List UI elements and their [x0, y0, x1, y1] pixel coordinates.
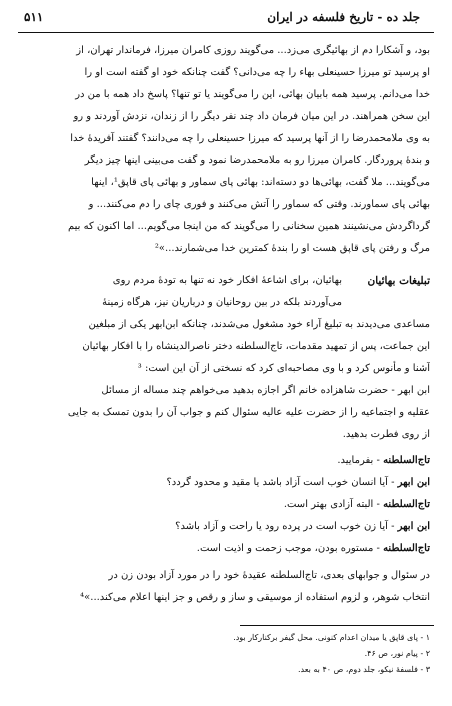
dialogue: [20, 450, 430, 560]
speaker: ابن ابهر: [397, 477, 430, 488]
page-header: [18, 8, 434, 30]
text-line: بهائی پای سماورند. وقتی که سماور را آتش می‌کنند و فوری چای را دم می‌کنند... و: [88, 199, 430, 210]
utterance: - بفرمایید.: [337, 455, 384, 466]
text-line: می‌گویند... ملا گفت، بهائی‌ها دو دسته‌اند: بهائی پای سماور و بهائی پای قاپق¹، اینها: [91, 177, 430, 188]
dialogue-line: [20, 472, 430, 494]
text-line: می‌آوردند بلکه در بین روحانیان و درباریان نیز، هرگاه زمینهٔ: [102, 297, 342, 308]
closing-paragraph: [20, 565, 430, 609]
paragraph-1: [20, 40, 430, 260]
text-line: خدا می‌دانم. پرسید همه بابیان بهائی، این را می‌گویند یا تو تنها؟ پاسخ داد همه با من در: [75, 89, 430, 100]
side-heading: تبلیغات بهائیان: [367, 275, 430, 287]
text-line: و بندهٔ پروردگار. کامران میرزا رو به ملامحمدرضا نمود و گفت می‌بینی اینها چیز دیگر: [84, 155, 430, 166]
speaker: تاج‌السلطنه: [383, 499, 430, 510]
text-line: بهائیان، برای اشاعهٔ افکار خود نه تنها به تودهٔ مردم روی: [112, 275, 342, 286]
text-line: گرداگردش می‌نشینند همین سخنانی را می‌گویند که من اینجا می‌گویم... اما اکنون که بیم: [67, 221, 430, 232]
page-number: ۵۱۱: [24, 10, 44, 24]
header-rule: [18, 32, 434, 33]
footnote-rule: [240, 625, 434, 626]
text-line: آشنا و مأنوس کرد و با وی مصاحبه‌ای کرد که نسختی از آن این است: ³: [137, 363, 430, 374]
text-line: به وی ملامحمدرضا را از آنها پرسید که میرزا حسینعلی را چه می‌دانند؟ گفتند آفریدهٔ خدا: [70, 133, 430, 144]
speaker: تاج‌السلطنه: [383, 543, 430, 554]
utterance: - مستوره بودن، موجب زحمت و اذیت است.: [196, 543, 384, 554]
utterance: - آیا زن خوب است در پرده رود یا راحت و آزاد باشد؟: [175, 521, 398, 532]
text-line: او پرسید تو میرزا حسینعلی بهاء را چه می‌دانی؟ گفت چنانکه خود او گفته است او را: [84, 67, 430, 78]
dialogue-line: [20, 516, 430, 538]
footnote: ۳ - فلسفهٔ نیکو، جلد دوم، ص ۴۰ به بعد.: [298, 665, 430, 674]
text-line: از روی فطرت بدهید.: [342, 429, 430, 440]
footnote: ۱ - پای قاپق یا میدان اعدام کنونی. محل گیفر برکنارکار بود.: [233, 633, 430, 642]
dialogue-line: [20, 450, 430, 472]
text-line: انتخاب شوهر، و لزوم استفاده از موسیقی و ساز و رقص و جز اینها اعلام می‌کند...»⁴: [80, 592, 430, 603]
speaker: تاج‌السلطنه: [383, 455, 430, 466]
paragraph-2: [20, 270, 430, 446]
running-title: جلد ده - تاریخ فلسفه در ایران: [267, 10, 420, 24]
text-line: این سخن همراهند. در این میان فرمان داد چند نفر دیگر را از زندان، نزدش آوردند و رو: [73, 111, 430, 122]
footnote: ۲ - پیام نور، ص ۴۶.: [364, 649, 430, 658]
utterance: - البته آزادی بهتر است.: [283, 499, 384, 510]
text-line: مرگ و رفتن پای قاپق هست او را بندهٔ کمترین خدا می‌شمارند...»²: [154, 243, 430, 254]
dialogue-line: [20, 538, 430, 560]
text-line: مساعدی می‌دیدند به تبلیغ آراء خود مشغول می‌شدند، چنانکه ابن‌ابهر یکی از مبلغین: [88, 319, 430, 330]
footnotes: [20, 630, 430, 678]
text-line: ابن ابهر - حضرت شاهزاده خانم اگر اجازه بدهید می‌خواهم چند مساله از مسائل: [101, 385, 430, 396]
dialogue-line: [20, 494, 430, 516]
speaker: ابن ابهر: [397, 521, 430, 532]
text-line: در سئوال و جوابهای بعدی، تاج‌السلطنه عقیدهٔ خود را در مورد آزاد بودن زن در: [108, 570, 430, 581]
utterance: - آیا انسان خوب است آزاد باشد یا مقید و محدود گردد؟: [166, 477, 398, 488]
text-line: این جماعت، پس از تمهید مقدمات، تاج‌السلطنه دختر ناصرالدینشاه را با افکار بهائیان: [82, 341, 430, 352]
text-line: بود، و آشکارا دم از بهائیگری می‌زد... می‌گویند روزی کامران میرزا، فرماندار تهران، از: [76, 45, 430, 56]
text-line: عقلیه و اجتماعیه را از حضرت علیه عالیه سئوال کنم و جواب آن را بدون تمسک به جایی: [67, 407, 430, 418]
